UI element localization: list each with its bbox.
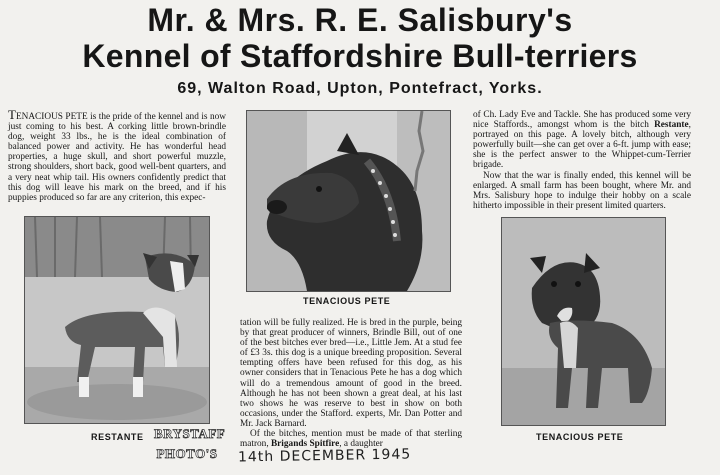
drop-cap: T — [8, 107, 16, 122]
column2-text-end: , a daughter — [339, 439, 383, 450]
stamp-line-1: BRYSTAFF — [154, 426, 226, 441]
restante-name: Restante — [654, 120, 689, 131]
caption-tenacious-pete-center: TENACIOUS PETE — [303, 296, 391, 306]
caption-restante: RESTANTE — [91, 432, 144, 442]
brigands-spitfire-name: Brigands Spitfire — [270, 439, 340, 450]
column2-paragraph-1: tation will be fully realized. He is bred in the purple, being by that great producer of winners, Brindle Bill, out of one of the best bitches ever bred—i.e., Little Jem. At a stud fee of £3 3s. this dog is a unique breeding proposition. Several tempting offers have been refused for this dog, as his owner considers that in Tenacious Pete he has a dog which will do a tremendous amount of good in the breed. Although he has not been shown a great deal, at his last two shows he was reserve to best in show on both occasions, under the Stafford. experts, Mr. Dan Potter and Mr. Jack Barnard. — [240, 318, 462, 429]
column2-paragraph-2 — [240, 429, 462, 449]
article-column-2 — [240, 318, 462, 449]
column2-text: Of the bitches, mention must be made of that sterling matron, — [240, 429, 462, 450]
kennel-address: 69, Walton Road, Upton, Pontefract, Yorks. — [177, 80, 543, 97]
handwritten-date: 14th DECEMBER 1945 — [237, 446, 412, 466]
studio-stamp — [154, 424, 226, 468]
column3-text: of Ch. Lady Eve and Tackle. She has produced some very nice Staffords., amongst whom is the bitch — [473, 110, 691, 131]
column1-text: ENACIOUS PETE is the pride of the kennel and is now just coming to his best. A corking little brown-brindle dog, weight 33 lbs., he is the ideal combination of balanced power and activity. He has wonderful head properties, a huge skull, and short powerful muzzle, strong shoulders, short back, good well-bent quarters, and a very neat whip tail. His owners confidently predict that this dog will leave his mark on the breed, and if his puppies produced so far are any criterion, this expec- — [8, 112, 226, 203]
caption-tenacious-pete-right: TENACIOUS PETE — [536, 432, 624, 442]
photo-tenacious-pete-center — [246, 110, 451, 292]
article-column-3 — [473, 110, 691, 211]
stamp-line-2: PHOTO'S — [156, 446, 218, 461]
column3-paragraph-2: Now that the war is finally ended, this kennel will be enlarged. A small farm has been bought, where Mr. and Mrs. Salisbury hope to indulge their hobby on a scale hitherto impossible in their present limited quarters. — [473, 170, 691, 211]
photo-restante — [24, 216, 210, 424]
title-line-2: Kennel of Staffordshire Bull-terriers — [82, 38, 638, 74]
article-column-1 — [8, 107, 226, 203]
column1-paragraph — [8, 107, 226, 203]
title-line-1: Mr. & Mrs. R. E. Salisbury's — [147, 2, 573, 38]
photo-tenacious-pete-right — [501, 217, 666, 426]
column3-paragraph-1 — [473, 110, 691, 171]
column3-text-end: , portrayed on this page. A lovely bitch, although very powerfully built—she can get over a 6-ft. jump with ease; she is the perfect answer to the Whippet-cum-Terrier brigade. — [473, 120, 691, 171]
